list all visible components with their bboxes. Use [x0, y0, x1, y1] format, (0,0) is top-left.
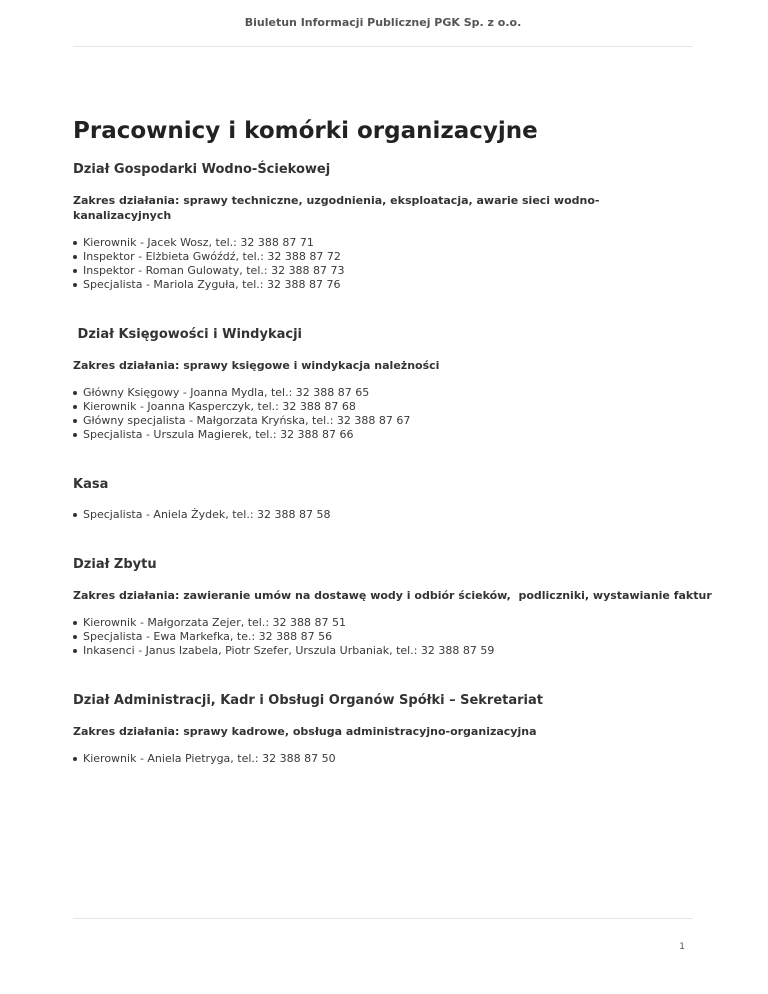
- section-title: Dział Administracji, Kadr i Obsługi Organów Spółki – Sekretariat: [73, 693, 543, 708]
- page-title: Pracownicy i komórki organizacyjne: [73, 118, 538, 144]
- section: [73, 326, 693, 442]
- page-number: 1: [679, 942, 685, 952]
- section-title: Kasa: [73, 477, 109, 492]
- staff-item: Główny Księgowy - Joanna Mydla, tel.: 32 388 87 65: [73, 386, 693, 400]
- page-header: [73, 0, 693, 47]
- staff-item: Specjalista - Aniela Żydek, tel.: 32 388 87 58: [73, 508, 693, 522]
- staff-list: [73, 752, 693, 766]
- staff-list: [73, 508, 693, 522]
- section-scope: Zakres działania: sprawy kadrowe, obsługa administracyjno-organizacyjna: [73, 725, 537, 738]
- section: [73, 692, 693, 766]
- staff-item: Specjalista - Ewa Markefka, te.: 32 388 87 56: [73, 630, 693, 644]
- staff-list: [73, 386, 693, 442]
- section-title: Dział Gospodarki Wodno-Ściekowej: [73, 162, 331, 177]
- staff-item: Inkasenci - Janus Izabela, Piotr Szefer, Urszula Urbaniak, tel.: 32 388 87 59: [73, 644, 693, 658]
- section-title: Dział Zbytu: [73, 557, 157, 572]
- section: [73, 161, 693, 292]
- staff-item: Kierownik - Aniela Pietryga, tel.: 32 388 87 50: [73, 752, 693, 766]
- section-scope: Zakres działania: zawieranie umów na dostawę wody i odbiór ścieków, podliczniki, wystawianie faktur: [73, 589, 712, 602]
- staff-list: [73, 236, 693, 292]
- section-scope: Zakres działania: sprawy księgowe i windykacja należności: [73, 359, 440, 372]
- staff-item: Inspektor - Elżbieta Gwóźdź, tel.: 32 388 87 72: [73, 250, 693, 264]
- section: [73, 476, 693, 522]
- staff-item: Kierownik - Małgorzata Zejer, tel.: 32 388 87 51: [73, 616, 693, 630]
- staff-item: Specjalista - Urszula Magierek, tel.: 32 388 87 66: [73, 428, 693, 442]
- page-footer: [73, 918, 693, 959]
- section: [73, 556, 712, 658]
- staff-item: Specjalista - Mariola Zyguła, tel.: 32 388 87 76: [73, 278, 693, 292]
- section-title: Dział Księgowości i Windykacji: [73, 327, 302, 342]
- section-scope: Zakres działania: sprawy techniczne, uzgodnienia, eksploatacja, awarie sieci wodno-kanalizacyjnych: [73, 194, 600, 222]
- header-title: Biuletun Informacji Publicznej PGK Sp. z o.o.: [244, 16, 522, 29]
- staff-item: Kierownik - Joanna Kasperczyk, tel.: 32 388 87 68: [73, 400, 693, 414]
- staff-list: [73, 616, 693, 658]
- main-content: [73, 116, 712, 800]
- staff-item: Inspektor - Roman Gulowaty, tel.: 32 388 87 73: [73, 264, 693, 278]
- staff-item: Kierownik - Jacek Wosz, tel.: 32 388 87 71: [73, 236, 693, 250]
- staff-item: Główny specjalista - Małgorzata Kryńska, tel.: 32 388 87 67: [73, 414, 693, 428]
